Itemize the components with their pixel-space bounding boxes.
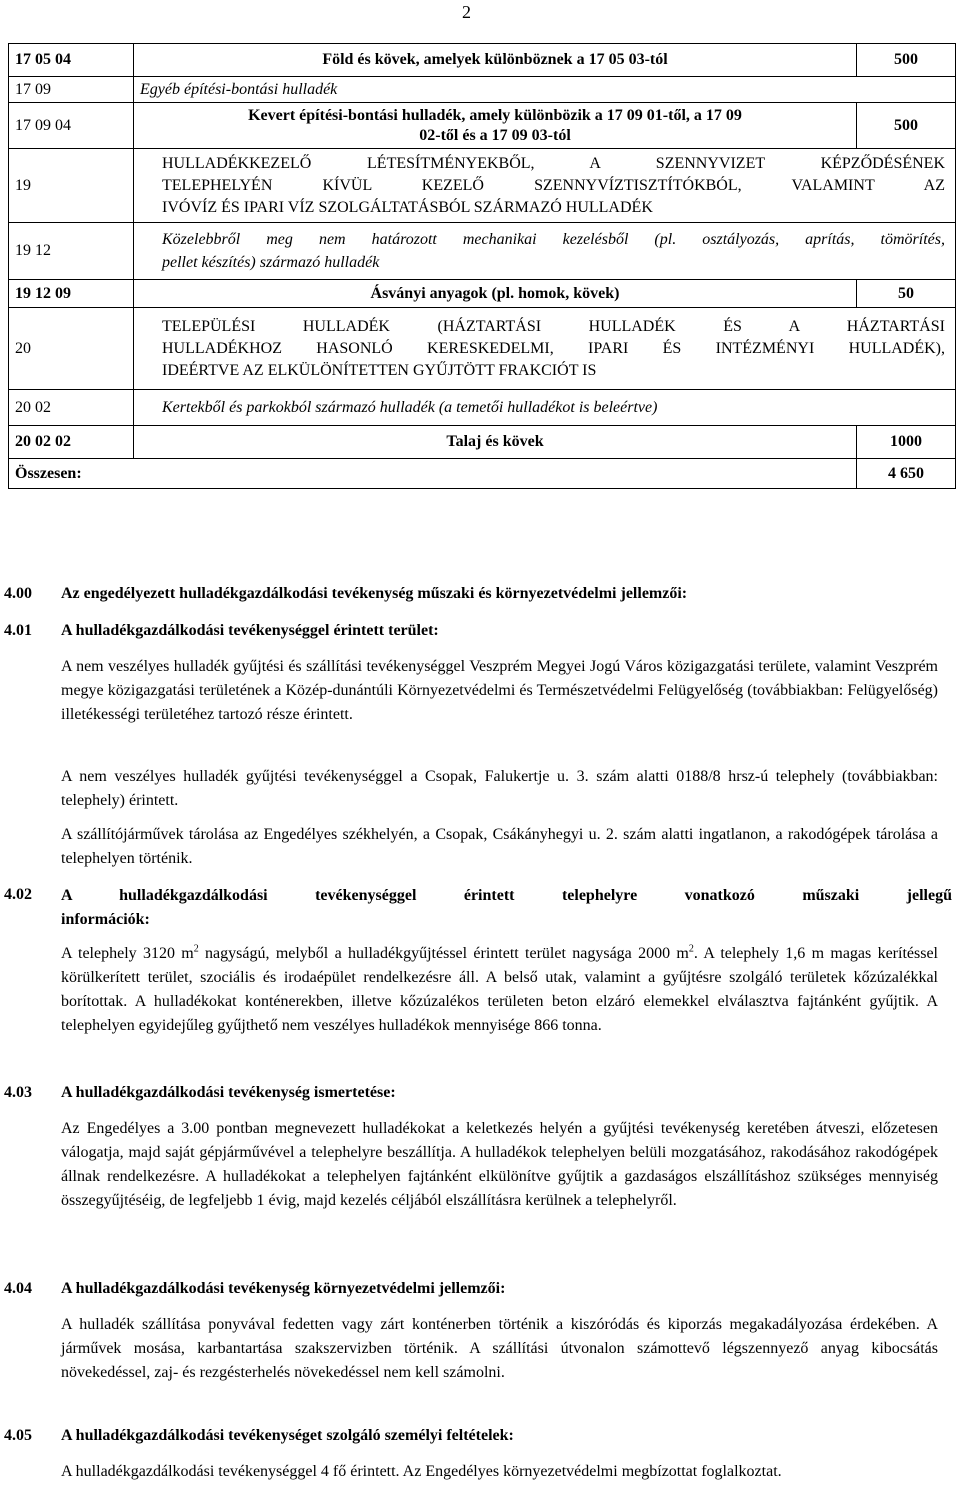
waste-name: Ásványi anyagok (pl. homok, kövek)	[134, 280, 857, 308]
section-heading: A hulladékgazdálkodási tevékenységet szolgáló személyi feltételek:	[61, 1427, 514, 1444]
table-row	[9, 280, 956, 308]
text-run: A telephely 3120 m	[61, 945, 194, 962]
section-heading: A hulladékgazdálkodási tevékenység ismertetése:	[61, 1084, 396, 1101]
waste-name-line: 02-től és a 17 09 03-tól	[419, 126, 571, 144]
waste-name: Föld és kövek, amelyek különböznek a 17 05 03-tól	[134, 44, 857, 77]
section-number: 4.02	[4, 886, 32, 903]
waste-quantity: 50	[857, 280, 956, 308]
waste-group-name	[134, 149, 956, 223]
waste-code: 17 09	[9, 77, 134, 103]
waste-quantity: 500	[857, 44, 956, 77]
table-row	[9, 103, 956, 149]
waste-name-line: pellet készítés) származó hulladék	[162, 254, 380, 271]
text-run: . A telephely 1,6 m magas kerítéssel körülkerített terület, szociális és irodaépület rendelkezésre áll. A belső utak, valamint a gyűjtésre szolgáló területek kőzúzalékkal borítottak. A hulladékokat konténerekben, illetve kőzúzalékos területen beton elzáró elemekkel elválasztva fajtánként gyűjtik. A telephelyen egyidejűleg gyűjthető nem veszélyes hulladékok mennyisége 866 tonna.	[61, 945, 938, 1034]
section-heading-line: A hulladékgazdálkodási tevékenységgel érintett telephelyre vonatkozó műszaki jellegű	[61, 887, 952, 904]
waste-name-line: IVÓVÍZ ÉS IPARI VÍZ SZOLGÁLTATÁSBÓL SZÁRMAZÓ HULLADÉK	[162, 198, 653, 216]
table-row	[9, 77, 956, 103]
waste-code: 20 02 02	[9, 426, 134, 459]
section-number: 4.04	[4, 1280, 32, 1297]
section-heading: A hulladékgazdálkodási tevékenység környezetvédelmi jellemzői:	[61, 1280, 506, 1297]
section-number: 4.03	[4, 1084, 32, 1101]
waste-name-line: HULLADÉKKEZELŐ LÉTESÍTMÉNYEKBŐL, A SZENNYVIZET KÉPZŐDÉSÉNEK	[162, 154, 945, 172]
waste-code: 20	[9, 308, 134, 390]
paragraph: A nem veszélyes hulladék gyűjtési tevékenységgel a Csopak, Falukertje u. 3. szám alatti 0188/8 hrsz-ú telephely (továbbiakban: telephely) érintett.	[61, 768, 938, 809]
waste-code: 17 09 04	[9, 103, 134, 149]
section-heading	[61, 884, 952, 932]
waste-name: Kertekből és parkokból származó hulladék (a temetői hulladékot is beleértve)	[134, 390, 956, 426]
waste-name-line: Közelebbről meg nem határozott mechanikai kezelésből (pl. osztályozás, aprítás, tömörítés,	[162, 231, 945, 248]
section-number: 4.05	[4, 1427, 32, 1444]
paragraph: A hulladékgazdálkodási tevékenységgel 4 fő érintett. Az Engedélyes környezetvédelmi megbízottat foglalkoztat.	[61, 1463, 782, 1480]
waste-name	[134, 103, 857, 149]
paragraph: A nem veszélyes hulladék gyűjtési és szállítási tevékenységgel Veszprém Megyei Jogú Város közigazgatási területe, valamint Veszprém megye közigazgatási területének a Közép-dunántúli Környezetvédelmi és Természetvédelmi Felügyelőség (továbbiakban: Felügyelőség) illetékességi területéhez tartozó része érintett.	[61, 658, 938, 723]
superscript: 2	[688, 943, 694, 955]
total-label: Összesen:	[9, 459, 857, 489]
section-4-03	[4, 1082, 952, 1104]
section-4-02	[4, 884, 952, 932]
table-row	[9, 44, 956, 77]
waste-name-line: HULLADÉKHOZ HASONLÓ KERESKEDELMI, IPARI ÉS INTÉZMÉNYI HULLADÉK),	[162, 339, 945, 357]
waste-name: Egyéb építési-bontási hulladék	[134, 77, 956, 103]
section-4-01	[4, 620, 952, 642]
section-4-04	[4, 1278, 952, 1300]
waste-code: 19 12	[9, 223, 134, 280]
paragraph: A szállítójárművek tárolása az Engedélyes székhelyén, a Csopak, Csákányhegyi u. 2. szám alatti ingatlanon, a rakodógépek tárolása a telephelyen történik.	[61, 826, 938, 867]
waste-code: 19	[9, 149, 134, 223]
waste-quantity: 1000	[857, 426, 956, 459]
total-quantity: 4 650	[857, 459, 956, 489]
paragraph: A hulladék szállítása ponyvával fedetten vagy zárt konténerben történik a kiszóródás és kiporzás megakadályozása érdekében. A járművek mosása, karbantartása szakszervizben történik. A szállítási útvonalon számottevő légszennyező anyag kibocsátás növekedéssel, zaj- és rezgésterhelés növekedéssel nem kell számolni.	[61, 1316, 938, 1381]
table-row	[9, 308, 956, 390]
table-row	[9, 390, 956, 426]
waste-code: 17 05 04	[9, 44, 134, 77]
waste-code-table	[8, 43, 956, 489]
section-number: 4.00	[4, 585, 32, 602]
table-row	[9, 223, 956, 280]
waste-group-name	[134, 308, 956, 390]
waste-name-line: TELEPHELYÉN KÍVÜL KEZELŐ SZENNYVÍZTISZTÍTÓKBÓL, VALAMINT AZ	[162, 176, 945, 194]
waste-name-line: IDEÉRTVE AZ ELKÜLÖNÍTETTEN GYŰJTÖTT FRAKCIÓT IS	[162, 361, 597, 379]
section-number: 4.01	[4, 622, 32, 639]
text-run: nagyságú, melyből a hulladékgyűjtéssel érintett terület nagysága 2000 m	[198, 945, 689, 962]
waste-name: Talaj és kövek	[134, 426, 857, 459]
waste-name-line: TELEPÜLÉSI HULLADÉK (HÁZTARTÁSI HULLADÉK ÉS A HÁZTARTÁSI	[162, 317, 945, 335]
table-total-row	[9, 459, 956, 489]
section-heading-line: információk:	[61, 911, 150, 928]
waste-quantity: 500	[857, 103, 956, 149]
waste-name-line: Kevert építési-bontási hulladék, amely különbözik a 17 09 01-től, a 17 09	[248, 106, 742, 124]
table-row	[9, 149, 956, 223]
waste-name	[134, 223, 956, 280]
superscript: 2	[193, 943, 199, 955]
section-heading: A hulladékgazdálkodási tevékenységgel érintett terület:	[61, 622, 439, 639]
waste-code: 19 12 09	[9, 280, 134, 308]
waste-code: 20 02	[9, 390, 134, 426]
section-4-05	[4, 1425, 952, 1447]
paragraph	[61, 942, 938, 1038]
section-heading: Az engedélyezett hulladékgazdálkodási tevékenység műszaki és környezetvédelmi jellemzői:	[61, 585, 688, 602]
paragraph: Az Engedélyes a 3.00 pontban megnevezett hulladékokat a keletkezés helyén a gyűjtési tevékenység keretében átveszi, előzetesen válogatja, majd saját gépjárművével a telephelyre beszállítja. A hulladékok telephelyen belüli mozgatásához, rakodásához rakodógépek állnak rendelkezésre. A hulladékokat a telephelyen fajtánként elkülönítve gyűjtik a gazdaságos elszállításhoz szükséges mennyiség összegyűjtéséig, de legfeljebb 1 évig, majd kezelés céljából elszállításra kerülnek a telephelyről.	[61, 1120, 938, 1209]
section-4-00	[4, 583, 952, 605]
table-row	[9, 426, 956, 459]
page-number: 2	[462, 2, 471, 22]
